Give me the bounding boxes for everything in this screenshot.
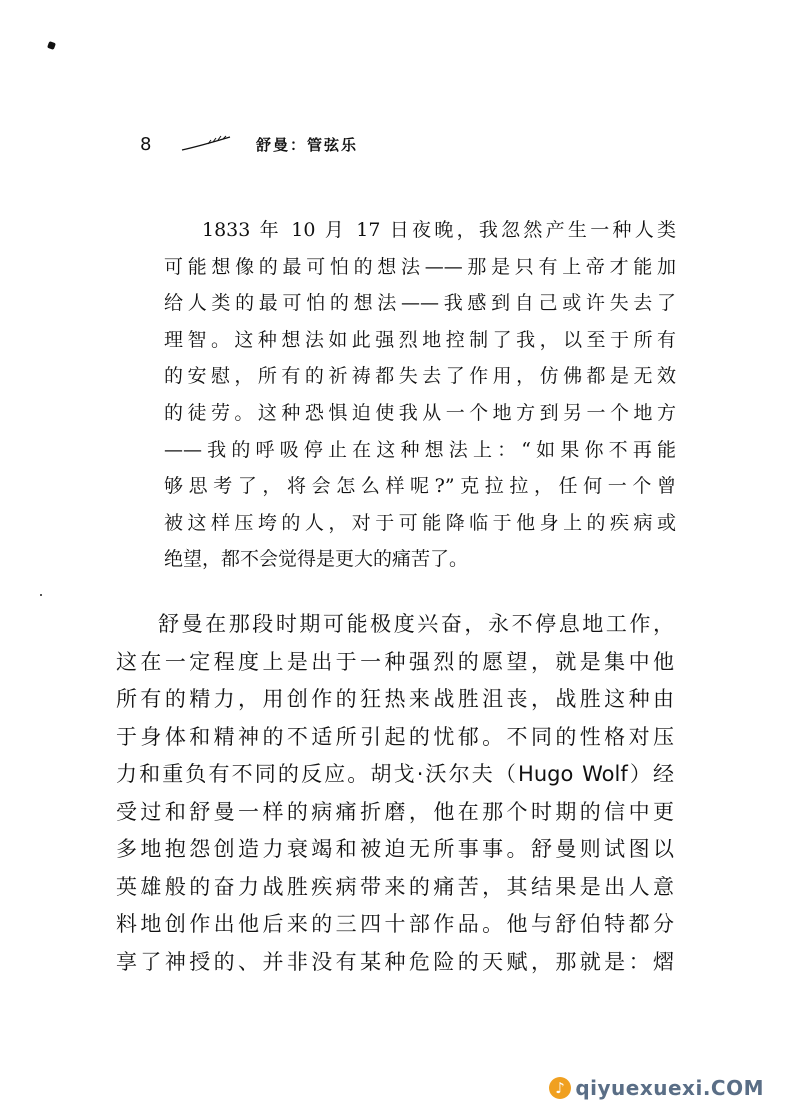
quote-line: 够思考了，将会怎么样呢?”克拉拉，任何一个曾	[164, 475, 676, 498]
running-header	[140, 130, 358, 158]
site-watermark	[549, 1076, 764, 1100]
header-title: 舒曼：管弦乐	[256, 135, 359, 154]
corner-mark	[47, 41, 56, 50]
watermark-text: qiyuexuexi.COM	[575, 1076, 764, 1100]
body-line: 料地创作出他后来的三四十部作品。他与舒伯特都分	[116, 912, 674, 936]
quote-line: ——我的呼吸停止在这种想法上：“如果你不再能	[164, 438, 676, 461]
quote-line: 绝望，都不会觉得是更大的痛苦了。	[164, 548, 469, 571]
body-line: 享了神授的、并非没有某种危险的天赋，那就是：熠	[116, 949, 674, 974]
body-line: 于身体和精神的不适所引起的忧郁。不同的性格对压	[116, 724, 674, 749]
body-paragraph	[116, 606, 674, 981]
quote-line: 理智。这种想法如此强烈地控制了我，以至于所有	[164, 328, 676, 351]
body-line: 受过和舒曼一样的病痛折磨，他在那个时期的信中更	[116, 799, 674, 824]
quote-line: 1833 年 10 月 17 日夜晚，我忽然产生一种人类	[202, 219, 676, 241]
quote-line: 可能想像的最可怕的想法——那是只有上帝才能加	[164, 255, 676, 278]
header-ornament-icon	[180, 134, 232, 154]
body-line: 舒曼在那段时期可能极度兴奋，永不停息地工作，	[158, 612, 674, 636]
print-speck	[40, 594, 42, 596]
body-line: 英雄般的奋力战胜疾病带来的痛苦，其结果是出人意	[116, 874, 674, 899]
body-line: 所有的精力，用创作的狂热来战胜沮丧，战胜这种由	[116, 687, 674, 711]
page-number: 8	[140, 133, 152, 155]
quote-line: 的安慰，所有的祈祷都失去了作用，仿佛都是无效	[164, 365, 676, 388]
quote-block	[164, 212, 676, 578]
quote-line: 被这样压垮的人，对于可能降临于他身上的疾病或	[164, 511, 676, 534]
quote-line: 给人类的最可怕的想法——我感到自己或许失去了	[164, 292, 676, 315]
body-line: 力和重负有不同的反应。胡戈·沃尔夫（Hugo Wolf）经	[116, 762, 674, 786]
body-line: 多地抱怨创造力衰竭和被迫无所事事。舒曼则试图以	[116, 837, 674, 861]
watermark-logo-icon: ♪	[549, 1077, 571, 1099]
quote-line: 的徒劳。这种恐惧迫使我从一个地方到另一个地方	[164, 401, 676, 424]
body-line: 这在一定程度上是出于一种强烈的愿望，就是集中他	[116, 649, 674, 674]
